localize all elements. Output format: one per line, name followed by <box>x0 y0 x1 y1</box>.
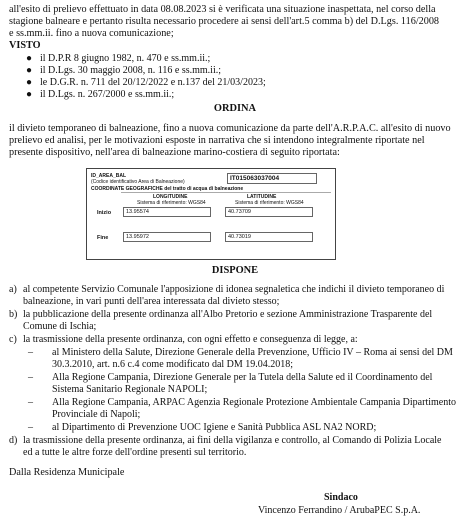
bathing-area-table <box>86 168 336 260</box>
recipient-3-line-2: Provinciale di Napoli; <box>52 409 141 420</box>
item-b-line-1: la pubblicazione della presente ordinanza all'Albo Pretorio e sezione Amministrazione Trasparente del <box>23 309 433 320</box>
bullet-icon: ● <box>26 77 33 88</box>
latitude-reference: Sistema di riferimento: WGS84 <box>235 200 304 206</box>
longitude-header: LONGITUDINE <box>153 194 188 200</box>
item-b-label: b) <box>9 309 18 320</box>
item-c-label: c) <box>9 334 17 345</box>
id-area-value: IT015063037004 <box>227 173 317 184</box>
dash-icon: – <box>28 397 33 408</box>
coordinates-label: COORDINATE GEOGRAFICHE del tratto di acqua di balneazione <box>91 186 244 192</box>
end-longitude: 13.95972 <box>123 232 211 242</box>
ordina-line-2: prelievo ed analisi, per le motivazioni esposte in narrativa che si intendono integralmente riportate nel <box>9 135 425 146</box>
item-d-label: d) <box>9 435 18 446</box>
end-latitude: 40.73019 <box>225 232 313 242</box>
bullet-icon: ● <box>26 53 33 64</box>
visto-heading: VISTO <box>9 40 41 51</box>
start-label: Inizio <box>97 210 112 216</box>
end-label: Fine <box>97 235 109 241</box>
recipient-2-line-1: Alla Regione Campania, Direzione Generale per la Tutela della Salute ed il Coordinamento del <box>52 372 433 383</box>
ordina-heading: ORDINA <box>213 103 257 114</box>
latitude-header: LATITUDINE <box>247 194 277 200</box>
item-a-line-1: al competente Servizio Comunale l'apposizione di idonea segnaletica che indichi il divieto temporaneo di <box>23 284 445 295</box>
item-d-line-2: ed a tutte le altre forze dell'ordine presenti sul territorio. <box>23 447 247 458</box>
item-b-line-2: Comune di Ischia; <box>23 321 97 332</box>
dash-icon: – <box>28 372 33 383</box>
closing-text: Dalla Residenza Municipale <box>9 467 125 478</box>
signature-role: Sindaco <box>324 492 358 503</box>
recipient-4-line-1: al Dipartimento di Prevenzione UOC Igiene e Sanità Pubblica ASL NA2 NORD; <box>52 422 377 433</box>
intro-line-2: stagione balneare e pertanto risulta necessario procedere ai sensi dell'art.5 comma b) del D.Lgs. 116/2008 <box>9 16 440 27</box>
recipient-2-line-2: Sistema Sanitario Regionale NAPOLI; <box>52 384 208 395</box>
divider <box>121 192 331 193</box>
recipient-1-line-1: al Ministero della Salute, Direzione Generale della Prevenzione, Ufficio IV – Roma ai sensi del DM <box>52 347 453 358</box>
signature-name: Vincenzo Ferrandino / ArubaPEC S.p.A. <box>258 505 421 516</box>
item-d-line-1: la trasmissione della presente ordinanza, ai fini della vigilanza e controllo, al Comando di Polizia Locale <box>23 435 442 446</box>
bullet-icon: ● <box>26 89 33 100</box>
bullet-icon: ● <box>26 65 33 76</box>
recipient-1-line-2: 30.3.2010, art. n.6 c.4 come modificato dal DM 19.04.2018; <box>52 359 294 370</box>
start-longitude: 13.95574 <box>123 207 211 217</box>
item-c-line: la trasmissione della presente ordinanza, con ogni effetto e conseguenza di legge, a: <box>23 334 358 345</box>
dispone-heading: DISPONE <box>211 265 259 276</box>
intro-line-3: e ss.mm.ii. fino a nuova comunicazione; <box>9 28 174 39</box>
start-latitude: 40.73709 <box>225 207 313 217</box>
dash-icon: – <box>28 422 33 433</box>
id-area-sublabel: (Codice identificativo Area di Balneazione) <box>91 179 185 185</box>
longitude-reference: Sistema di riferimento: WGS84 <box>137 200 206 206</box>
recipient-3-line-1: Alla Regione Campania, ARPAC Agenzia Regionale Protezione Ambientale Campania Dipartimento <box>52 397 456 408</box>
id-area-label: ID_AREA_BAL <box>91 173 127 179</box>
item-a-label: a) <box>9 284 17 295</box>
item-a-line-2: balneazione, in vari punti dell'area interessata dal divieto stesso; <box>23 296 280 307</box>
ordina-line-1: il divieto temporaneo di balneazione, fino a nuova comunicazione da parte dell'A.R.P.A.C. all'esito di nuovo <box>9 123 451 134</box>
dash-icon: – <box>28 347 33 358</box>
intro-line-1: all'esito di prelievo effettuato in data 08.08.2023 si è verificata una situazione inaspettata, nel corso della <box>9 4 436 15</box>
ordina-line-3: presente dispositivo, nell'area di balneazione marino-costiera di seguito riportata: <box>9 147 340 158</box>
